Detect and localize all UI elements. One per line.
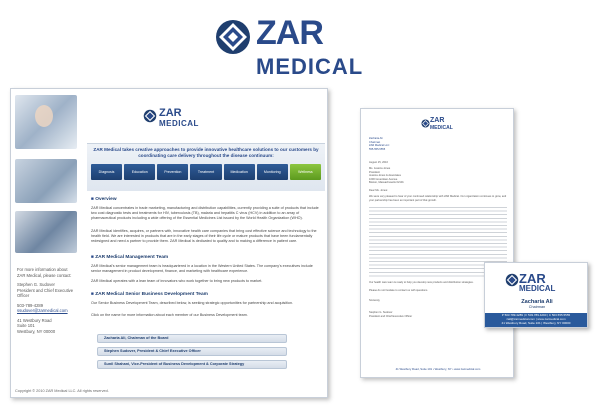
main-logo [214,14,404,79]
business-dev-paragraph: Our Senior Business Development Team, described below, is seeking strategic opportunities for partnership and acquisition. [91,301,294,305]
lab-photo [15,95,77,149]
management-heading: ■ ZAR Medical Management Team [91,255,168,260]
care-steps [91,164,321,186]
letterhead [360,108,514,378]
business-card [484,262,588,328]
member-link[interactable]: Zacharia Ali, Chairman of the Board [97,334,287,343]
zar-diamond-icon [505,273,519,287]
logo-name-primary: ZAR [256,14,323,52]
zar-diamond-icon [421,119,430,128]
brochure-tagline: ZAR Medical takes creative approaches to provide innovative healthcare solutions to our customers by coordinating care delivery throughout the disease continuum: [93,147,319,158]
brochure-logo: ZAR MEDICAL [143,107,223,137]
brochure-page [10,88,328,398]
handshake-photo [15,159,77,203]
copyright: Copyright © 2010 ZAR Medical LLC. All rights reserved. [15,389,109,393]
overview-paragraph: ZAR Medical identifies, acquires, or partners with, innovative health care companies that bring cost effective science and technology to the health field. We are interested in products that are in the early stages of their life cycle or mature products that have been fundamentally redesigned and need a partner to provide them. ZAR Medical is dedicated to quality and to making a difference in patient care. [91,229,317,243]
management-paragraph: ZAR Medical's senior management team is headquartered in a location in the Western United States. The company's executives include senior management in product development, finance, and marketing with healthcare experience. [91,264,313,273]
card-name: Zacharia Ali [521,299,553,305]
card-title: Chairman [528,305,546,309]
letter-body: Our health care team is ready to help you develop new products and distribution strategies. [369,281,474,284]
letter-logo: ZAR MEDICAL [421,117,471,137]
overview-heading: ■ Overview [91,197,117,202]
brochure-sidebar [11,89,81,397]
care-step: Treatment [190,164,221,180]
brochure-main [87,89,325,397]
letter-signer: Stephen G. Sudover President and Chief Executive Officer [369,311,413,318]
letter-sender-address: Zacharia Ali Chairman ZAR Medical LLC 555-555-5555 [369,137,390,151]
card-contact-strip: P 503.789.4289 | F 503.789.4290 | C 503.555.5555 zali@zarmedical.com | www.zarmedical.com 41 Westbury Road, Suite 101 | Westbury, NY 00000 [485,313,587,327]
letter-footer: 41 Westbury Road, Suite 101 • Westbury, NY • www.zarmedical.com [395,367,481,371]
contact-email-link[interactable]: ssudover@zarmedical.com [17,308,68,313]
logo-name-secondary: MEDICAL [256,54,364,79]
doctor-photo [15,211,77,253]
zar-diamond-icon [214,18,252,56]
care-step: Prevention [157,164,188,180]
sidebar-contact: For more information about ZAR Medical, please contact: Stephen G. Sudover President and Chief Executive Officer 503-789-4289 ssudover@zarmedical.com 41 Westbury Road Suite 101 Westbury, NY 00000 [17,267,79,334]
letter-date: August 15, 2010 [369,161,388,164]
letter-body: We were very pleased to hear of your continued relationship with ZAR Medical. Our organization continues to grow, and your partnership has been an important part of that growth. [369,195,507,202]
business-dev-paragraph: Click on the name for more information about each member of our Business Development team. [91,313,248,317]
letter-recipient: Ms. Jessica Jones President Jessica Jones & Associates 1000 Greenlawn Avenue Boston, Massachusetts 02101 [369,167,404,185]
care-step: Wellness [290,164,321,180]
letter-salutation: Dear Ms. Jones: [369,189,388,192]
member-link[interactable]: Sunil Shahani, Vice-President of Business Development & Corporate Strategy [97,360,287,369]
member-link[interactable]: Stephen Sudover, President & Chief Executive Officer [97,347,287,356]
business-dev-heading: ■ ZAR Medical Senior Business Development Team [91,292,208,297]
letter-body: Please do not hesitate to contact us with questions. [369,289,428,292]
management-paragraph: ZAR Medical operates with a lean team of innovators who work together to bring new products to market. [91,279,263,283]
brochure-banner [87,143,325,191]
overview-paragraph: ZAR Medical concentrates in trade marketing, manufacturing and distribution capabilities, currently providing a suite of products that include two cost diagnostic tests and treatments for HIV, tuberculosis (TB), malaria and hepatitis C virus (HCV) in addition to an array of pharmaceutical products including a wide offering of the Essential Medicines List issued by the World Health Organization (WHO). [91,206,319,220]
care-step: Education [124,164,155,180]
card-logo: ZAR MEDICAL [505,271,575,297]
letter-closing: Sincerely, [369,299,381,302]
care-step: Medication [224,164,255,180]
care-step: Monitoring [257,164,288,180]
care-step: Diagnosis [91,164,122,180]
zar-diamond-icon [143,109,157,123]
